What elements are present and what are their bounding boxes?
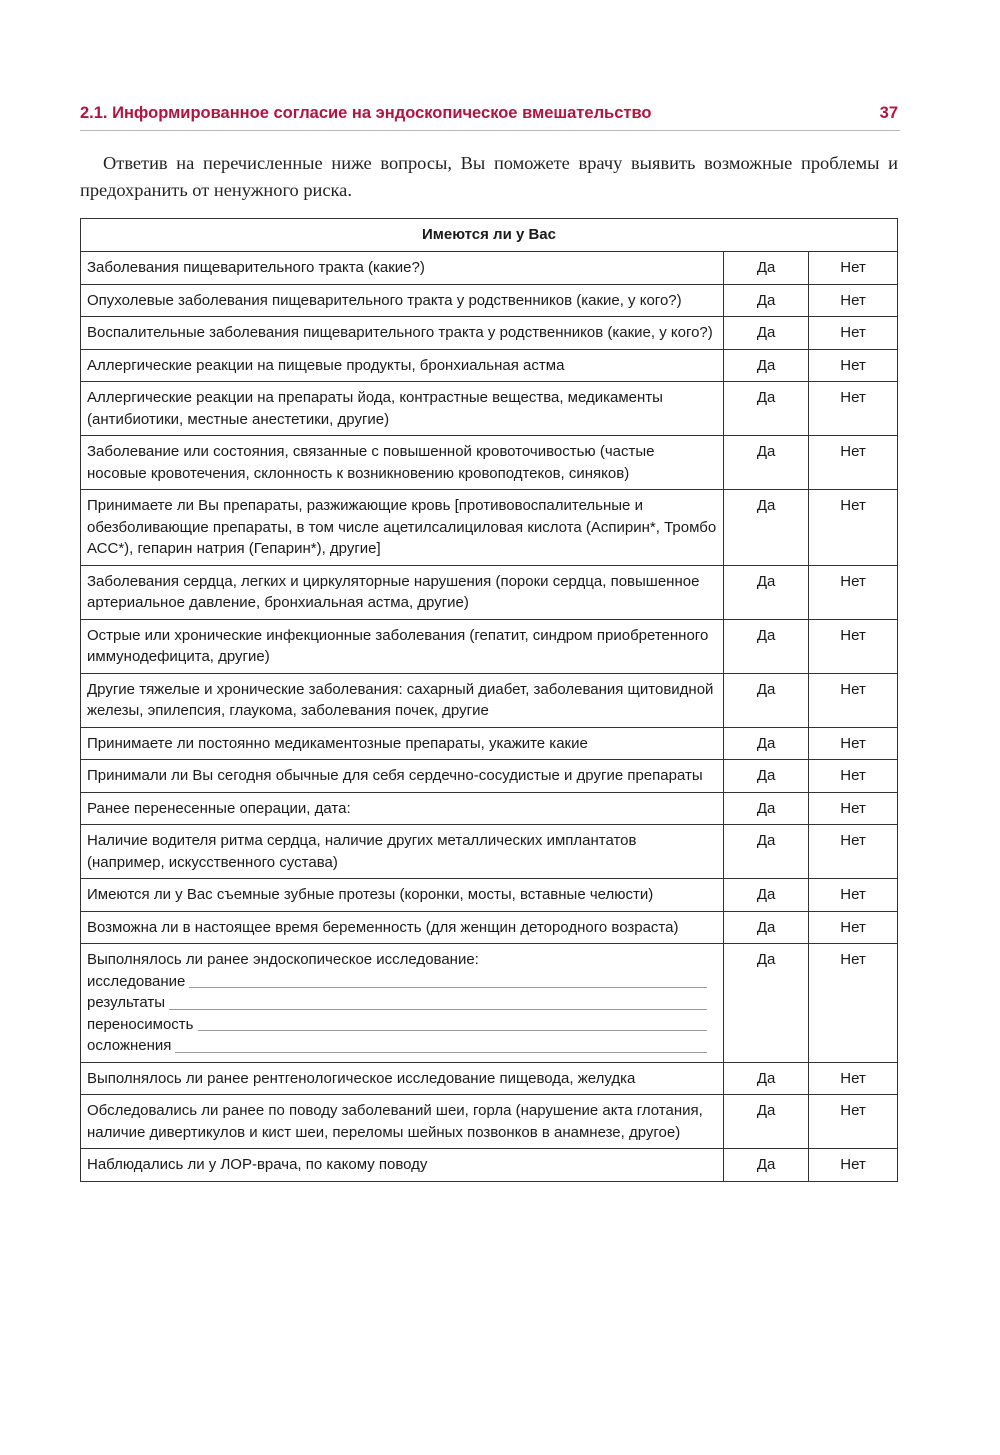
answer-no[interactable]: Нет [809, 673, 898, 727]
fill-in-line[interactable] [87, 1014, 717, 1036]
fill-in-label: результаты [87, 994, 165, 1011]
question-cell [81, 1062, 724, 1095]
table-row [81, 1149, 898, 1182]
section-title: 2.1. Информированное согласие на эндоскопическое вмешательство [80, 104, 652, 122]
answer-yes[interactable]: Да [724, 673, 809, 727]
question-text: Выполнялось ли ранее эндоскопическое исследование: [87, 951, 479, 968]
question-text: Наличие водителя ритма сердца, наличие других металлических имплантатов (например, искусственного сустава) [87, 832, 637, 871]
question-text: Принимаете ли постоянно медикаментозные препараты, укажите какие [87, 734, 588, 752]
answer-yes[interactable]: Да [724, 436, 809, 490]
fill-in-label: осложнения [87, 1037, 172, 1054]
answer-yes[interactable]: Да [724, 382, 809, 436]
answer-yes[interactable]: Да [724, 619, 809, 673]
answer-yes[interactable]: Да [724, 1149, 809, 1182]
answer-yes[interactable]: Да [724, 727, 809, 760]
answer-no[interactable]: Нет [809, 727, 898, 760]
question-cell [81, 673, 724, 727]
table-row [81, 673, 898, 727]
question-text: Возможна ли в настоящее время беременность (для женщин детородного возраста) [87, 918, 679, 936]
answer-yes[interactable]: Да [724, 1062, 809, 1095]
page-number: 37 [879, 104, 898, 122]
question-cell [81, 911, 724, 944]
question-text: Принимаете ли Вы препараты, разжижающие кровь [противовоспалительные и обезболивающие препараты, в том числе ацетилсалициловая кислота (Аспирин*, Тромбо АСС*), гепарин натрия (Гепарин*), другие] [87, 497, 717, 557]
questionnaire-table [80, 218, 898, 1182]
answer-yes[interactable]: Да [724, 490, 809, 566]
question-cell [81, 619, 724, 673]
question-text: Принимали ли Вы сегодня обычные для себя сердечно-сосудистые и другие препараты [87, 767, 703, 784]
question-text: Обследовались ли ранее по поводу заболеваний шеи, горла (нарушение акта глотания, наличие дивертикулов и кист шеи, переломы шейных позвонков в анамнезе, другое) [87, 1102, 703, 1141]
question-cell [81, 1095, 724, 1149]
fill-in-label: переносимость [87, 1015, 194, 1033]
answer-yes[interactable]: Да [724, 879, 809, 912]
question-cell [81, 490, 724, 566]
table-row [81, 317, 898, 350]
answer-yes[interactable]: Да [724, 284, 809, 317]
question-cell [81, 317, 724, 350]
answer-no[interactable]: Нет [809, 1095, 898, 1149]
answer-no[interactable]: Нет [809, 284, 898, 317]
table-row [81, 1062, 898, 1095]
question-text: Выполнялось ли ранее рентгенологическое исследование пищевода, желудка [87, 1069, 636, 1087]
blank-underline[interactable] [169, 1008, 707, 1010]
question-cell [81, 944, 724, 1063]
fill-in-line[interactable] [87, 1035, 717, 1057]
answer-yes[interactable]: Да [724, 317, 809, 350]
answer-no[interactable]: Нет [809, 382, 898, 436]
question-cell [81, 1149, 724, 1182]
fill-in-line[interactable] [87, 971, 717, 993]
table-row [81, 911, 898, 944]
question-text: Другие тяжелые и хронические заболевания: сахарный диабет, заболевания щитовидной железы, эпилепсия, глаукома, заболевания почек, другие [87, 680, 714, 719]
table-row [81, 879, 898, 912]
question-cell [81, 727, 724, 760]
answer-no[interactable]: Нет [809, 1062, 898, 1095]
table-row [81, 944, 898, 1063]
question-text: Опухолевые заболевания пищеварительного тракта у родственников (какие, у кого?) [87, 291, 682, 309]
answer-yes[interactable]: Да [724, 760, 809, 793]
fill-in-line[interactable] [87, 992, 717, 1014]
answer-no[interactable]: Нет [809, 317, 898, 350]
answer-yes[interactable]: Да [724, 825, 809, 879]
answer-no[interactable]: Нет [809, 825, 898, 879]
question-text: Острые или хронические инфекционные заболевания (гепатит, синдром приобретенного иммунодефицита, другие) [87, 626, 709, 665]
question-text: Ранее перенесенные операции, дата: [87, 799, 351, 817]
question-cell [81, 879, 724, 912]
question-text: Имеются ли у Вас съемные зубные протезы (коронки, мосты, вставные челюсти) [87, 886, 654, 903]
table-row [81, 727, 898, 760]
answer-no[interactable]: Нет [809, 879, 898, 912]
answer-yes[interactable]: Да [724, 565, 809, 619]
question-text: Заболевание или состояния, связанные с повышенной кровоточивостью (частые носовые кровотечения, склонность к возникновению кровоподтеков, синяков) [87, 443, 655, 482]
answer-no[interactable]: Нет [809, 1149, 898, 1182]
answer-no[interactable]: Нет [809, 565, 898, 619]
table-row [81, 382, 898, 436]
question-cell [81, 382, 724, 436]
table-row [81, 436, 898, 490]
answer-no[interactable]: Нет [809, 349, 898, 382]
question-text: Наблюдались ли у ЛОР-врача, по какому поводу [87, 1156, 428, 1173]
answer-no[interactable]: Нет [809, 436, 898, 490]
answer-no[interactable]: Нет [809, 760, 898, 793]
answer-yes[interactable]: Да [724, 792, 809, 825]
answer-no[interactable]: Нет [809, 619, 898, 673]
table-row [81, 619, 898, 673]
answer-yes[interactable]: Да [724, 252, 809, 285]
table-row [81, 1095, 898, 1149]
answer-no[interactable]: Нет [809, 944, 898, 1063]
blank-underline[interactable] [198, 1029, 708, 1031]
question-cell [81, 436, 724, 490]
answer-yes[interactable]: Да [724, 1095, 809, 1149]
question-text: Заболевания сердца, легких и циркуляторные нарушения (пороки сердца, повышенное артериальное давление, бронхиальная астма, другие) [87, 572, 700, 611]
question-cell [81, 252, 724, 285]
answer-no[interactable]: Нет [809, 911, 898, 944]
table-row [81, 284, 898, 317]
answer-no[interactable]: Нет [809, 490, 898, 566]
question-text: Аллергические реакции на пищевые продукты, бронхиальная астма [87, 356, 565, 374]
question-cell [81, 825, 724, 879]
table-row [81, 760, 898, 793]
table-row [81, 349, 898, 382]
question-cell [81, 565, 724, 619]
answer-no[interactable]: Нет [809, 252, 898, 285]
table-row [81, 792, 898, 825]
page-header [80, 100, 900, 131]
table-row [81, 825, 898, 879]
question-cell [81, 284, 724, 317]
answer-no[interactable]: Нет [809, 792, 898, 825]
fill-in-label: исследование [87, 972, 186, 990]
question-cell [81, 760, 724, 793]
answer-yes[interactable]: Да [724, 349, 809, 382]
blank-underline[interactable] [175, 1051, 707, 1053]
question-cell [81, 792, 724, 825]
question-text: Заболевания пищеварительного тракта (какие?) [87, 259, 425, 276]
blank-underline[interactable] [189, 986, 707, 988]
table-row [81, 565, 898, 619]
question-text: Аллергические реакции на препараты йода, контрастные вещества, медикаменты (антибиотики, местные анестетики, другие) [87, 389, 663, 428]
question-cell [81, 349, 724, 382]
table-heading: Имеются ли у Вас [81, 219, 898, 252]
answer-yes[interactable]: Да [724, 944, 809, 1063]
question-text: Воспалительные заболевания пищеварительного тракта у родственников (какие, у кого?) [87, 324, 713, 341]
answer-yes[interactable]: Да [724, 911, 809, 944]
table-row [81, 490, 898, 566]
intro-paragraph: Ответив на перечисленные ниже вопросы, Вы поможете врачу выявить возможные проблемы и предохранить от ненужного риска. [80, 153, 898, 200]
table-row [81, 252, 898, 285]
